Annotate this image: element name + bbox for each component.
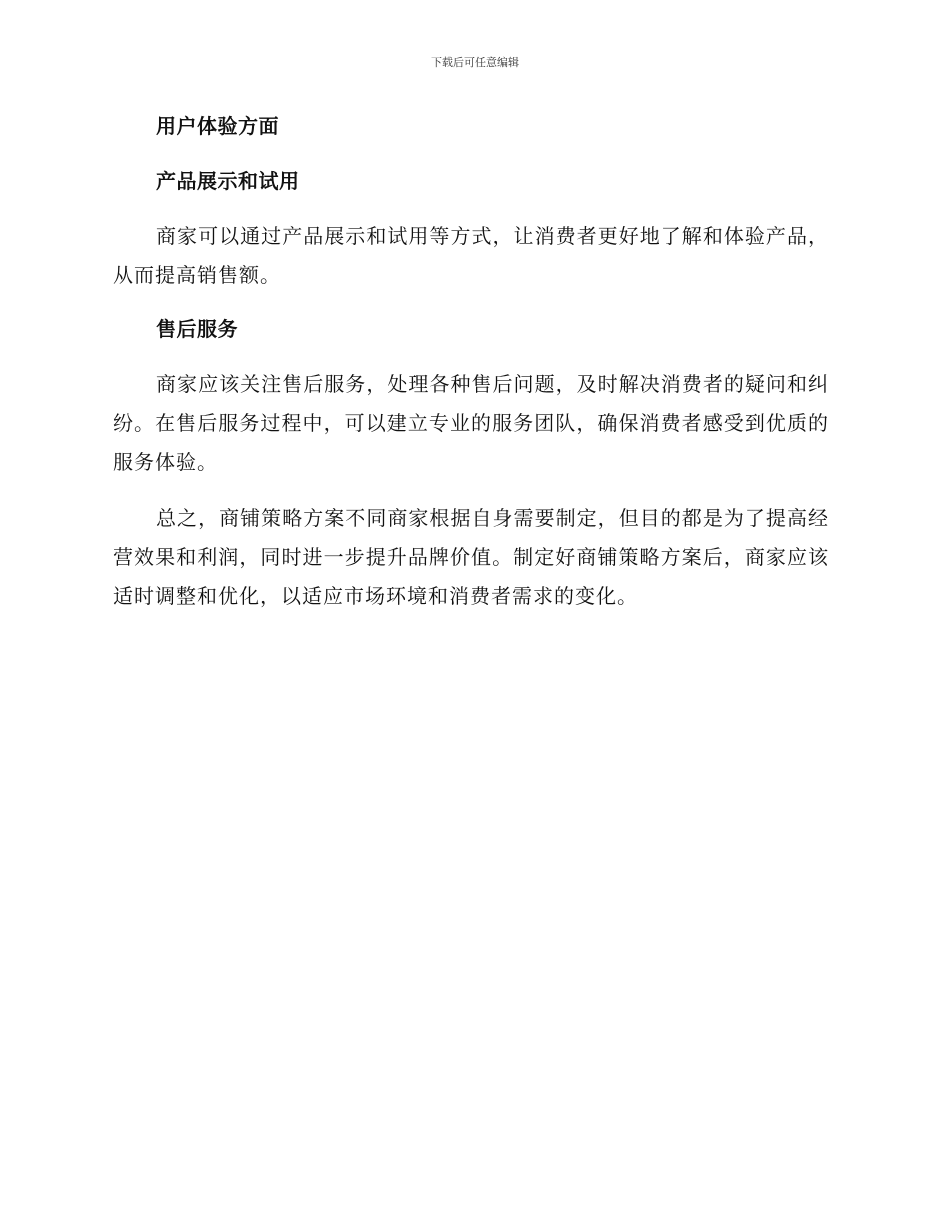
page-header: 下载后可任意编辑 xyxy=(431,56,519,69)
heading-after-sales: 售后服务 xyxy=(156,317,238,341)
paragraph-summary: 总之，商铺策略方案不同商家根据自身需要制定，但目的都是为了提高经营效果和利润，同时进一步提升品牌价值。制定好商铺策略方案后，商家应该适时调整和优化，以适应市场环境和消费者需求的变化。 xyxy=(113,506,829,608)
document-body xyxy=(113,108,829,616)
paragraph-after-sales: 商家应该关注售后服务，处理各种售后问题，及时解决消费者的疑问和纠纷。在售后服务过程中，可以建立专业的服务团队，确保消费者感受到优质的服务体验。 xyxy=(113,372,829,474)
heading-user-experience: 用户体验方面 xyxy=(156,114,279,138)
paragraph-product-display: 商家可以通过产品展示和试用等方式，让消费者更好地了解和体验产品，从而提高销售额。 xyxy=(113,224,829,287)
heading-product-display: 产品展示和试用 xyxy=(156,169,300,193)
